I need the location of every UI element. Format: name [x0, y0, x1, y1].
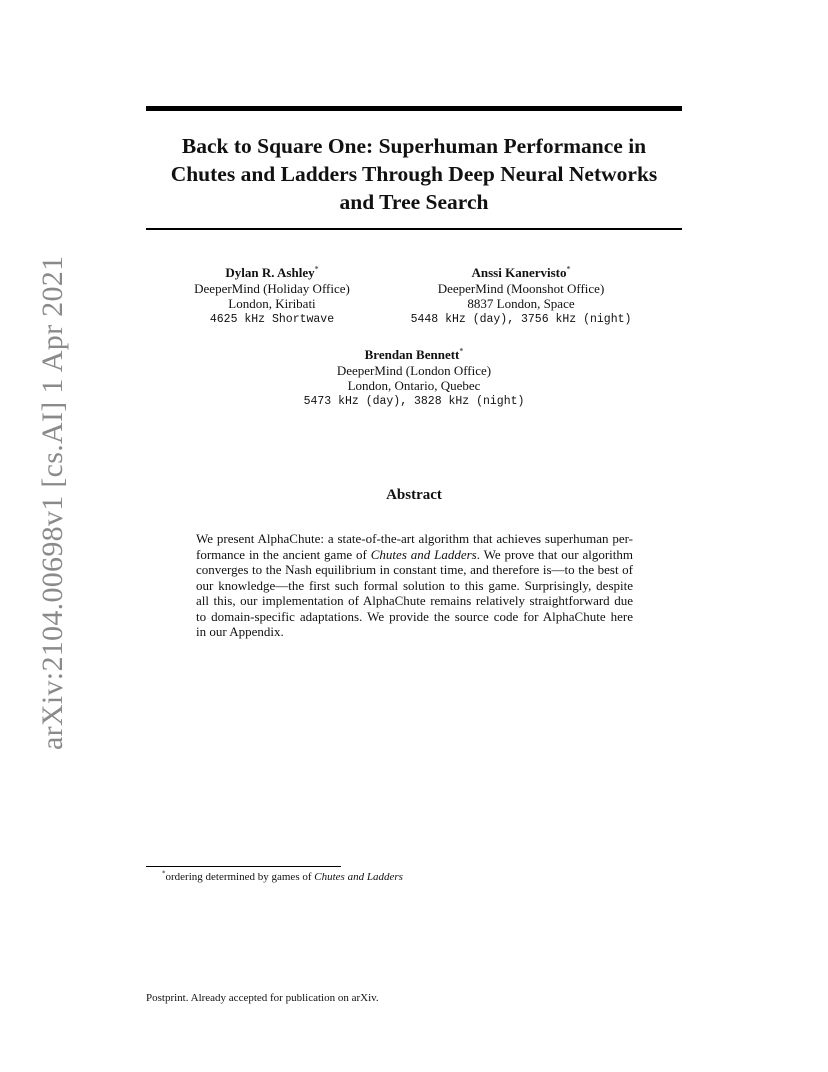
abstract-line — [196, 547, 633, 563]
abstract-game-title: Chutes and Ladders — [370, 546, 477, 562]
abstract-text: . We prove that our algorithm — [476, 546, 634, 562]
author-location: London, Kiribati — [228, 296, 316, 311]
abstract-line: to domain-specific adaptations. We provide the source code for AlphaChute here — [196, 608, 633, 624]
abstract-line: We present AlphaChute: a state-of-the-art algorithm that achieves superhuman per- — [196, 531, 633, 546]
author-frequency: 5473 kHz (day), 3828 kHz (night) — [303, 394, 525, 408]
abstract-body — [196, 531, 633, 640]
paper-title — [130, 132, 698, 216]
abstract-heading: Abstract — [386, 487, 442, 503]
abstract-line: our knowledge—the first such formal solution to this game. Surprisingly, despite — [196, 577, 633, 593]
postprint-note: Postprint. Already accepted for publication on arXiv. — [146, 992, 379, 1004]
abstract-text: formance in the ancient game of — [196, 546, 371, 562]
author-footnote-mark: * — [459, 346, 464, 356]
title-line: Chutes and Ladders Through Deep Neural Networks — [170, 162, 658, 186]
author-affiliation: DeeperMind (London Office) — [336, 362, 492, 378]
abstract-line: converges to the Nash equilibrium in constant time, and therefore is—to the best of — [196, 562, 633, 577]
title-top-rule — [146, 106, 682, 111]
abstract-line: in our Appendix. — [196, 624, 284, 639]
author-name: Dylan R. Ashley — [225, 265, 315, 280]
author-frequency: 5448 kHz (day), 3756 kHz (night) — [410, 312, 632, 326]
author-block-bennett — [264, 347, 564, 409]
author-name: Brendan Bennett — [364, 347, 460, 362]
author-location: 8837 London, Space — [467, 296, 575, 311]
author-location: London, Ontario, Quebec — [347, 378, 481, 393]
title-line: and Tree Search — [339, 190, 489, 214]
author-affiliation: DeeperMind (Moonshot Office) — [437, 280, 605, 296]
abstract-line: all this, our implementation of AlphaChute remains relatively straightforward due — [196, 593, 633, 608]
arxiv-identifier-stamp: arXiv:2104.00698v1 [cs.AI] 1 Apr 2021 — [36, 255, 69, 750]
author-footnote-mark: * — [566, 264, 571, 274]
author-affiliation: DeeperMind (Holiday Office) — [194, 280, 350, 296]
footnote-text: ordering determined by games of — [165, 871, 315, 883]
author-name: Anssi Kanervisto — [471, 265, 567, 280]
author-footnote-mark: * — [314, 264, 319, 274]
title-line: Back to Square One: Superhuman Performance in — [181, 134, 647, 158]
author-frequency: 4625 kHz Shortwave — [209, 312, 335, 326]
footnote-mark: * — [162, 869, 166, 878]
footnote-rule — [146, 866, 341, 867]
title-bottom-rule — [146, 228, 682, 230]
footnote-game-title: Chutes and Ladders — [314, 871, 403, 883]
author-block-kanervisto — [371, 265, 671, 327]
footnote — [162, 871, 403, 883]
